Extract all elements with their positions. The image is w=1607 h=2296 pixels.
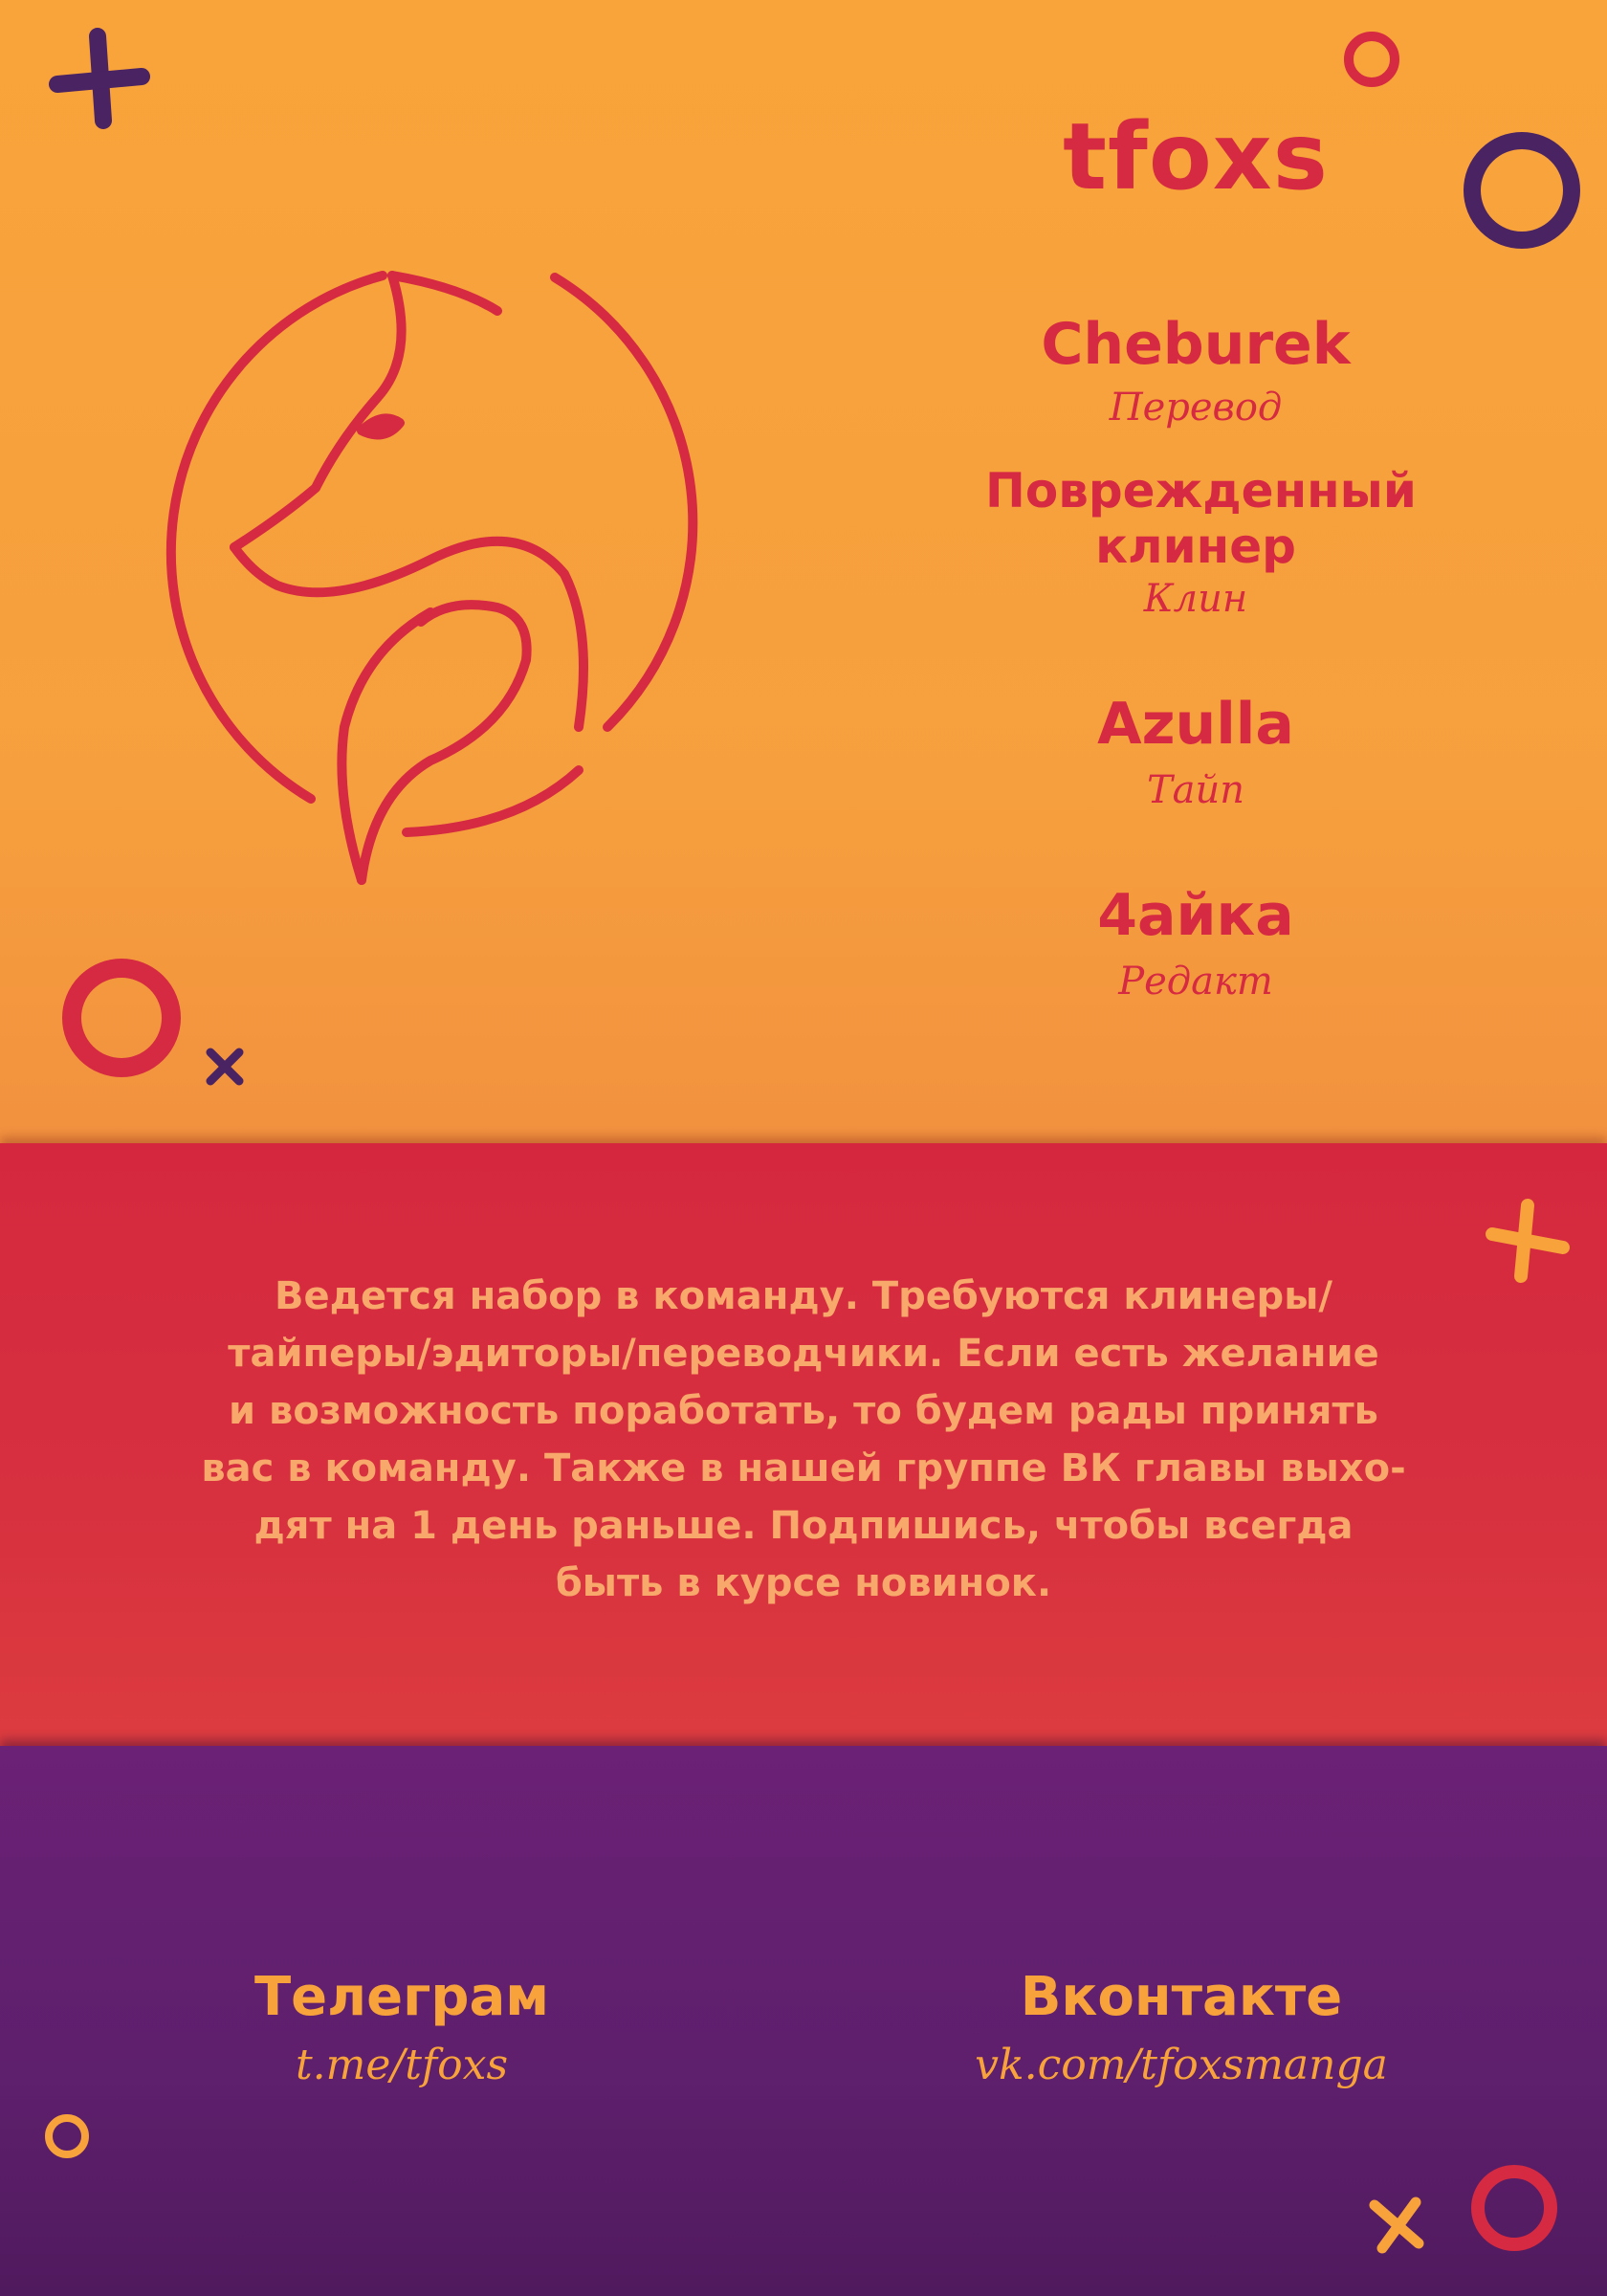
ring-decoration-icon: [1471, 2165, 1557, 2251]
fox-logo-icon: [143, 230, 756, 899]
brand-title: tfoxs: [1063, 103, 1329, 210]
credit-name: 4айка: [1097, 882, 1294, 949]
credit-name: Поврежденный клинер: [985, 463, 1417, 574]
vk-title: Вконтакте: [1020, 1966, 1343, 2028]
ring-decoration-icon: [62, 959, 181, 1077]
telegram-title: Телеграм: [253, 1966, 550, 2028]
credit-role: Редакт: [1118, 960, 1273, 1004]
cross-decoration-icon: [1363, 2191, 1430, 2258]
credit-role: Тайп: [1146, 768, 1245, 812]
telegram-link[interactable]: t.me/tfoxs: [295, 2041, 509, 2089]
vk-link[interactable]: vk.com/tfoxsmanga: [975, 2041, 1388, 2089]
credit-role: Клин: [1143, 577, 1248, 621]
recruitment-notice: Ведется набор в команду. Требуются клинеры/ тайперы/эдиторы/переводчики. Если есть желание и возможность поработать, то будем рады принять вас в команду. Также в нашей группе ВК главы выхо- дят на 1 день раньше. Подпишись, чтобы всегда быть в курсе новинок.: [201, 1274, 1406, 1605]
ring-decoration-icon: [45, 2114, 89, 2158]
plus-decoration-icon: [48, 27, 153, 132]
cross-decoration-icon: [201, 1043, 249, 1091]
ring-decoration-icon: [1464, 132, 1580, 249]
credit-name: Azulla: [1097, 691, 1294, 758]
credit-name: Cheburek: [1041, 311, 1351, 378]
cross-decoration-icon: [1485, 1198, 1571, 1284]
ring-decoration-icon: [1344, 32, 1399, 87]
credit-role: Перевод: [1109, 386, 1283, 430]
